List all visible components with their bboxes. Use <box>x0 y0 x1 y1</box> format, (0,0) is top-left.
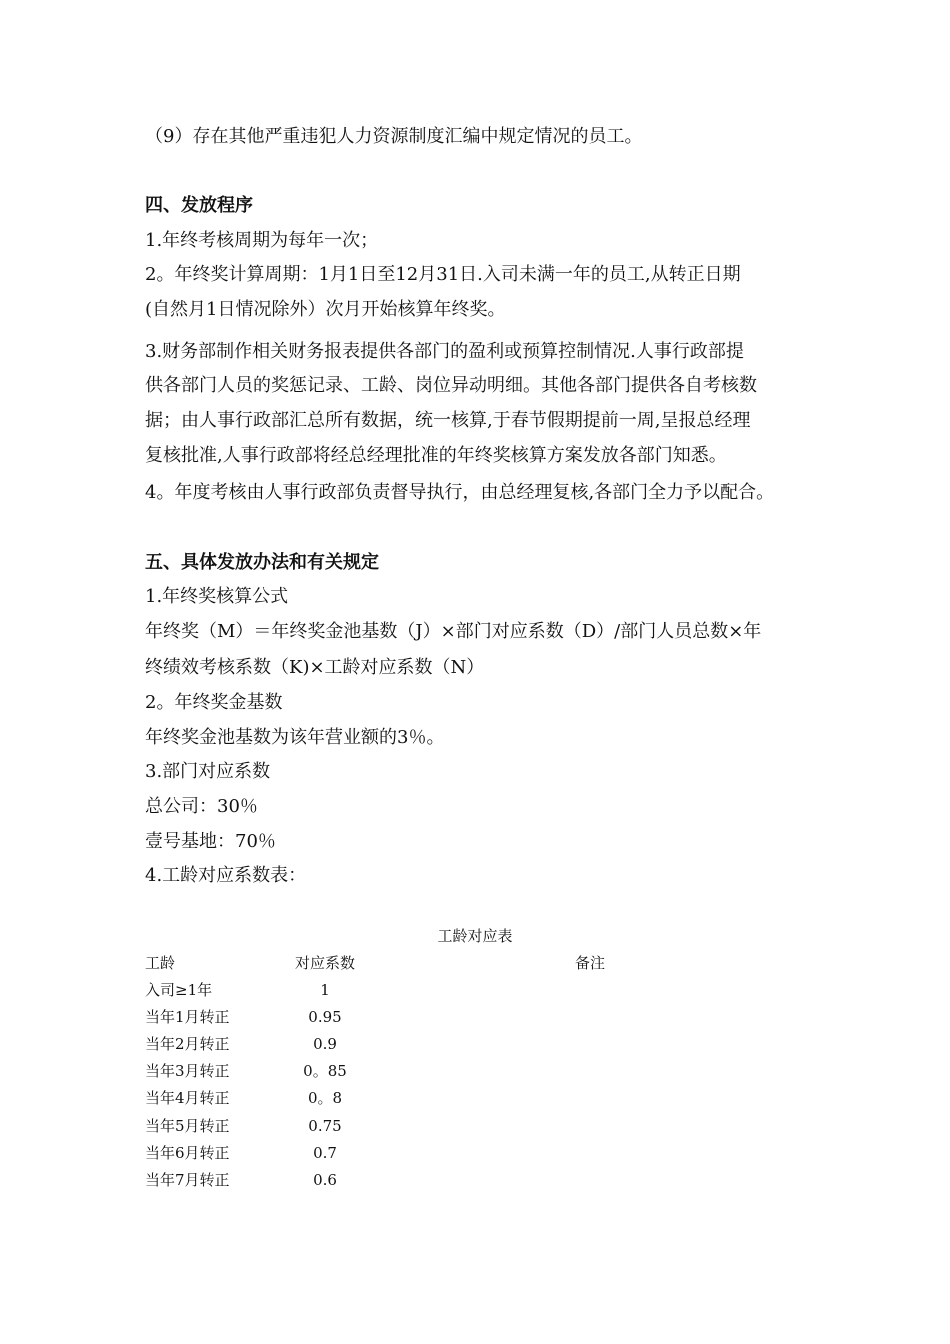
table-row-age: 当年5月转正 <box>145 1117 230 1135</box>
paragraph-4-2-line-2: (自然月1日情况除外）次月开始核算年终奖。 <box>145 299 506 320</box>
table-header-coefficient: 对应系数 <box>294 954 355 972</box>
paragraph-4-1: 1.年终考核周期为每年一次； <box>145 230 379 251</box>
table-header-note: 备注 <box>574 954 605 972</box>
table-row-coefficient: 0。85 <box>303 1062 347 1080</box>
paragraph-5-2-text: 年终奖金池基数为该年营业额的3％。 <box>145 727 445 748</box>
paragraph-5-4: 4.工龄对应系数表： <box>145 865 307 886</box>
coefficient-hq: 总公司：30％ <box>145 796 258 817</box>
table-row-coefficient: 0。8 <box>307 1089 343 1107</box>
paragraph-4-3-line-4: 复核批准,人事行政部将经总经理批准的年终奖核算方案发放各部门知悉。 <box>145 445 727 466</box>
table-row-coefficient: 1 <box>320 981 330 999</box>
table-row-age: 当年4月转正 <box>145 1089 230 1107</box>
paragraph-4-3-line-3: 据；由人事行政部汇总所有数据，统一核算,于春节假期提前一周,呈报总经理 <box>145 410 751 431</box>
paragraph-4-3-line-2: 供各部门人员的奖惩记录、工龄、岗位异动明细。其他各部门提供各自考核数 <box>145 375 757 396</box>
paragraph-item-9: （9）存在其他严重违犯人力资源制度汇编中规定情况的员工。 <box>145 126 643 147</box>
table-row-coefficient: 0.95 <box>308 1008 342 1026</box>
paragraph-4-4: 4。年度考核由人事行政部负责督导执行，由总经理复核,各部门全力予以配合。 <box>145 482 775 503</box>
table-header-age: 工龄 <box>145 954 176 972</box>
paragraph-5-1: 1.年终奖核算公式 <box>145 586 289 607</box>
table-row-age: 入司≥1年 <box>145 981 213 999</box>
table-row-age: 当年3月转正 <box>145 1062 230 1080</box>
table-row-age: 当年7月转正 <box>145 1171 230 1189</box>
paragraph-4-2-line-1: 2。年终奖计算周期：1月1日至12月31日.入司未满一年的员工,从转正日期 <box>145 264 741 285</box>
section-4-heading: 四、发放程序 <box>145 195 253 216</box>
formula-line-1: 年终奖（M）＝年终奖金池基数（J）×部门对应系数（D）/部门人员总数×年 <box>145 621 762 642</box>
coefficient-base: 壹号基地：70％ <box>145 831 276 852</box>
table-row-age: 当年1月转正 <box>145 1008 230 1026</box>
table-row-coefficient: 0.7 <box>313 1144 337 1162</box>
table-row-age: 当年2月转正 <box>145 1035 230 1053</box>
table-row-age: 当年6月转正 <box>145 1144 230 1162</box>
paragraph-5-3: 3.部门对应系数 <box>145 761 271 782</box>
section-5-heading: 五、具体发放办法和有关规定 <box>145 552 379 573</box>
table-row-coefficient: 0.75 <box>308 1117 342 1135</box>
table-title: 工龄对应表 <box>437 927 513 945</box>
formula-line-2: 终绩效考核系数（K)×工龄对应系数（N） <box>145 657 485 678</box>
table-row-coefficient: 0.9 <box>313 1035 337 1053</box>
paragraph-4-3-line-1: 3.财务部制作相关财务报表提供各部门的盈利或预算控制情况.人事行政部提 <box>145 341 744 362</box>
paragraph-5-2: 2。年终奖金基数 <box>145 692 283 713</box>
table-row-coefficient: 0.6 <box>313 1171 337 1189</box>
